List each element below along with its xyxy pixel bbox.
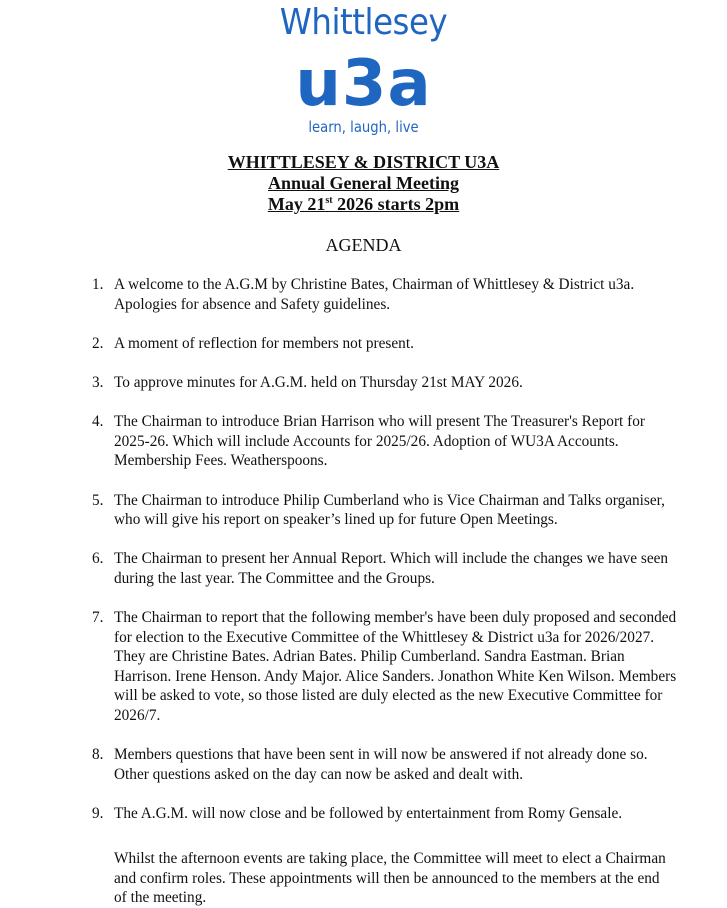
item-number: 9. <box>92 805 104 823</box>
agenda-item <box>92 412 682 471</box>
item-number: 8. <box>92 746 104 764</box>
item-text: Members questions that have been sent in will now be answered if not already done so. Other questions asked on the day can now be asked and dealt with. <box>114 746 648 783</box>
item-text: The A.G.M. will now close and be followed by entertainment from Romy Gensale. <box>114 805 623 823</box>
item-text-block <box>114 608 682 726</box>
agenda-item <box>92 275 682 314</box>
item-text: The Chairman to present her Annual Report. Which will include the changes we have seen during the last year. The Committee and the Groups. <box>114 550 669 587</box>
item-number: 4. <box>92 413 104 431</box>
agenda-item <box>92 745 682 784</box>
event-date <box>268 194 459 214</box>
item-number: 6. <box>92 550 104 568</box>
org-title: WHITTLESEY & DISTRICT U3A <box>227 152 500 172</box>
date-ordinal: st <box>325 195 333 206</box>
item-number: 7. <box>92 609 104 627</box>
item-text: The Chairman to introduce Philip Cumberland who is Vice Chairman and Talks organiser, who will give his report on speaker’s lined up for future Open Meetings. <box>114 491 665 529</box>
item-text: To approve minutes for A.G.M. held on Thursday 21st MAY 2026. <box>114 373 523 391</box>
item-number: 3. <box>92 373 104 391</box>
closing-note: Whilst the afternoon events are taking place, the Committee will meet to elect a Chairman and confirm roles. These appointments will then be announced to the members at the end of the meeting. <box>114 850 666 907</box>
item-text: A welcome to the A.G.M by Christine Bates, Chairman of Whittlesey & District u3a. Apologies for absence and Safety guidelines. <box>114 276 635 313</box>
item-number: 2. <box>92 334 104 352</box>
agenda-item <box>92 608 682 726</box>
nominees-text: They are Christine Bates. Adrian Bates. Philip Cumberland. Sandra Eastman. Brian Harrison. Irene Henson. Andy Major. Alice Sanders. Jonathon White Ken Wilson. Members will be asked to vote, so those listed are duly elected as the new Executive Committee for 2026/7. <box>114 648 677 725</box>
agenda-item <box>92 549 682 588</box>
agenda-item <box>92 373 682 393</box>
agenda-list <box>92 275 682 843</box>
logo-name: Whittlesey <box>279 2 448 43</box>
item-text: A moment of reflection for members not present. <box>114 334 414 352</box>
item-text: The Chairman to report that the following member's have been duly proposed and seconded for election to the Executive Committee of the Whittlesey & District u3a for 2026/2027. <box>114 609 677 646</box>
date-suffix: 2026 starts 2pm <box>332 194 460 214</box>
agenda-item <box>92 804 682 824</box>
agenda-item <box>92 334 682 354</box>
date-prefix: May 21 <box>267 194 326 214</box>
item-number: 1. <box>92 276 104 293</box>
item-text: The Chairman to introduce Brian Harrison who will present The Treasurer's Report for 2025-26. Which will include Accounts for 2025/26. Adoption of WU3A Accounts. Membership Fees. Weatherspoons. <box>114 413 645 470</box>
logo-tagline: learn, laugh, live <box>308 118 419 136</box>
document-header <box>0 152 727 215</box>
agenda-item <box>92 491 682 530</box>
item-number: 5. <box>92 491 104 509</box>
event-title: Annual General Meeting <box>268 173 459 193</box>
agenda-heading: AGENDA <box>325 235 402 255</box>
u3a-logo-mark: u3a <box>295 47 432 121</box>
